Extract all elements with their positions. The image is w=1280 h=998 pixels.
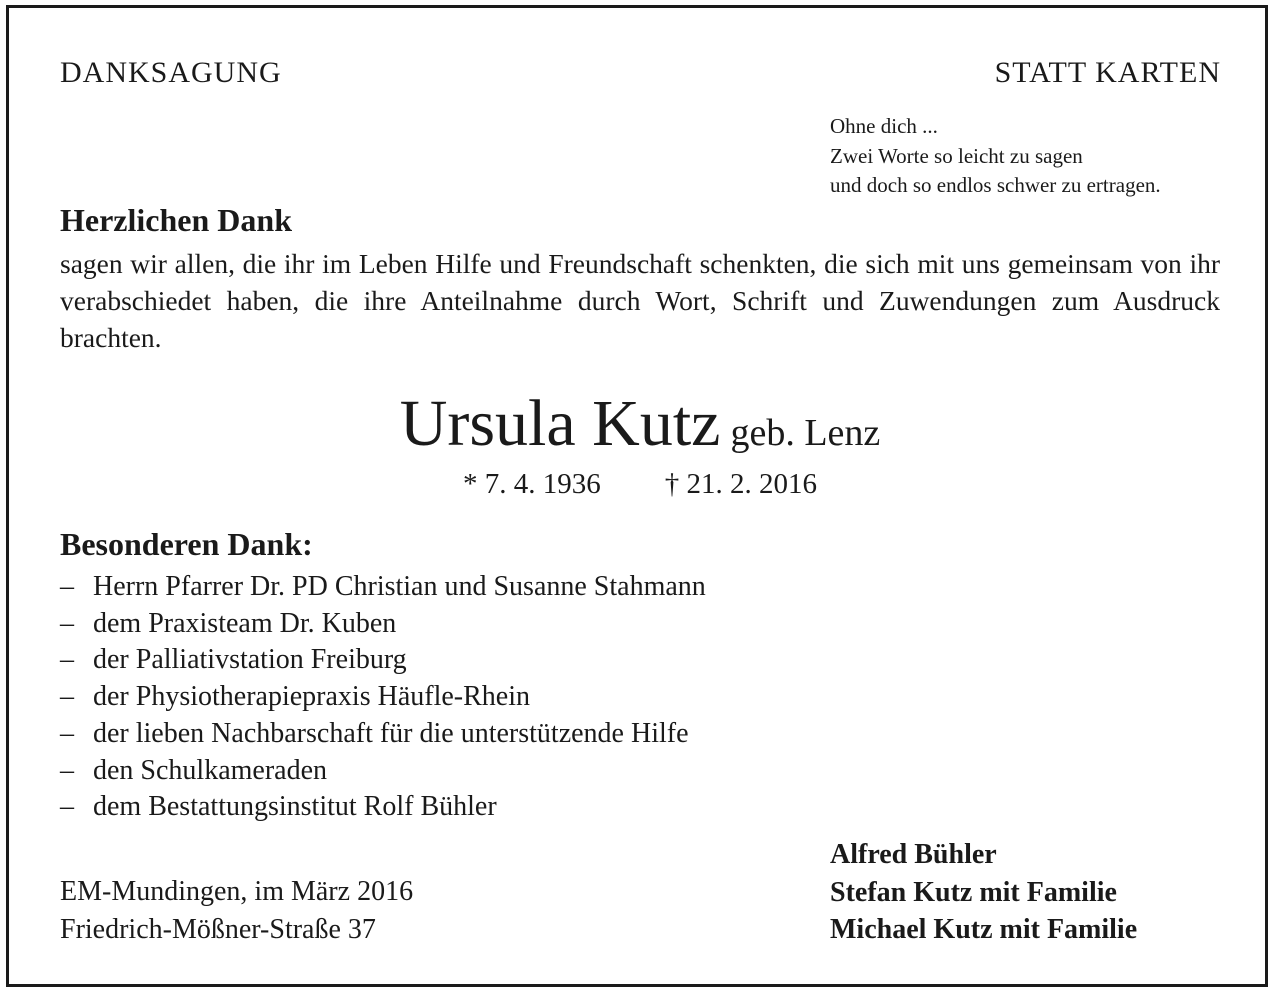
list-item-text: der lieben Nachbarschaft für die unterstützende Hilfe [93,717,689,749]
list-item-text: Herrn Pfarrer Dr. PD Christian und Susanne Stahmann [93,571,706,602]
dash: – [60,791,74,823]
poem-line: Zwei Worte so leicht zu sagen [830,143,1083,168]
deceased-name: Ursula Kutz [399,387,721,460]
place-date: EM-Mundingen, im März 2016 [60,876,414,907]
dash: – [60,717,74,749]
death-date: † 21. 2. 2016 [664,468,817,500]
list-item [60,569,706,606]
list-item-text: dem Praxisteam Dr. Kuben [93,607,397,639]
header-danksagung: DANKSAGUNG [60,56,282,89]
address: Friedrich-Mößner-Straße 37 [60,913,376,945]
birth-date: * 7. 4. 1936 [463,468,601,500]
dash: – [60,571,74,602]
list-item [60,789,706,826]
deceased-name-line [0,386,1280,462]
dash: – [60,607,74,639]
signers-block [830,836,1137,949]
list-item [60,679,706,716]
poem-line: und doch so endlos schwer zu ertragen. [830,173,1161,197]
list-item [60,753,706,790]
thanks-paragraph: sagen wir allen, die ihr im Leben Hilfe und Freundschaft schenkten, die sich mit uns gemeinsam von ihr verabschiedet haben, die ihre Anteilnahme durch Wort, Schrift und Zuwendungen zum Ausdruck brachten. [60,248,1220,353]
life-dates [0,468,1280,501]
place-address-block [60,873,413,948]
dash: – [60,681,74,713]
thanks-heading: Herzlichen Dank [60,202,292,238]
list-item [60,606,706,643]
signer: Stefan Kutz mit Familie [830,876,1117,908]
list-item [60,716,706,753]
signer: Alfred Bühler [830,839,997,870]
list-item-text: den Schulkameraden [93,754,328,786]
list-item-text: der Physiotherapiepraxis Häufle-Rhein [93,681,530,713]
poem-quote [830,112,1161,201]
signer: Michael Kutz mit Familie [830,914,1138,945]
special-thanks-list [60,569,706,826]
list-item-text: der Palliativstation Freiburg [93,644,407,676]
deceased-maiden-name: geb. Lenz [730,412,881,454]
list-item [60,642,706,679]
poem-line: Ohne dich ... [830,114,938,138]
special-thanks-heading: Besonderen Dank: [60,526,313,562]
header-statt-karten: STATT KARTEN [994,56,1221,89]
dash: – [60,754,74,786]
list-item-text: dem Bestattungsinstitut Rolf Bühler [93,791,497,823]
dash: – [60,644,74,676]
